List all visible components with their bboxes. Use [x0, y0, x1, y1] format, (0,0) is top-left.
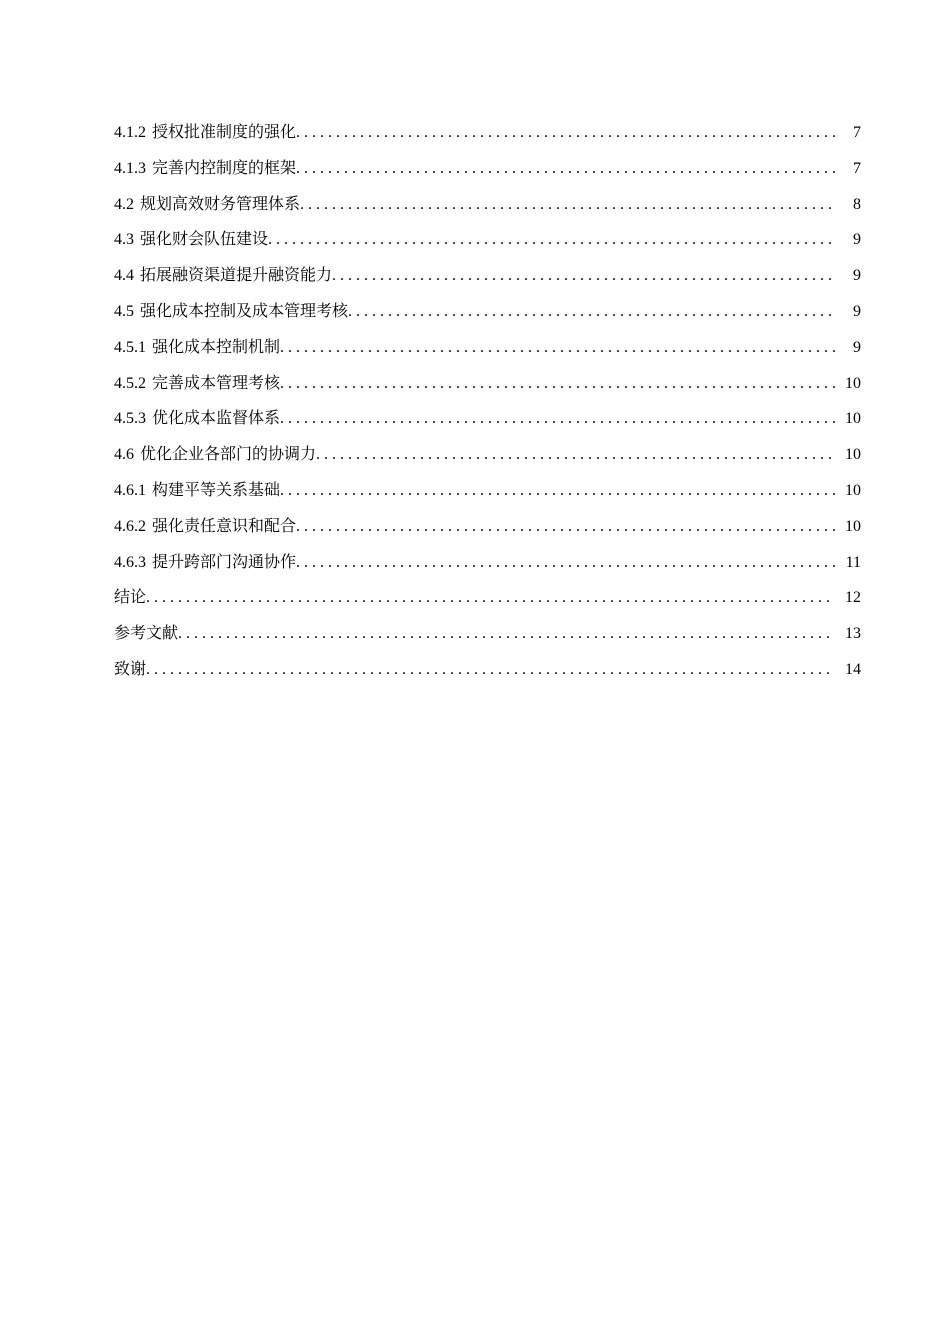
toc-entry-title: [114, 119, 296, 147]
toc-entry-title: [114, 477, 280, 505]
toc-dot-leader: [280, 370, 835, 398]
toc-entry[interactable]: [114, 119, 861, 155]
toc-entry[interactable]: [114, 477, 861, 513]
toc-entry-title: [114, 656, 146, 684]
toc-entry[interactable]: [114, 155, 861, 191]
table-of-contents: [114, 119, 861, 692]
toc-entry[interactable]: [114, 620, 861, 656]
toc-entry-text: 完善内控制度的框架: [152, 159, 297, 177]
toc-page-number: 13: [845, 625, 861, 643]
toc-page-number: 10: [845, 410, 861, 428]
toc-entry-number: 4.5.3: [114, 410, 146, 428]
toc-page-number: 10: [845, 374, 861, 392]
toc-page-number: 7: [853, 124, 861, 141]
toc-entry-text: 优化成本监督体系: [152, 410, 281, 428]
toc-entry[interactable]: [114, 549, 861, 585]
toc-page-number: 9: [853, 302, 861, 320]
toc-entry[interactable]: [114, 334, 861, 370]
toc-entry-title: [114, 513, 296, 541]
toc-entry-title: [114, 155, 296, 183]
toc-dot-leader: [348, 298, 835, 326]
toc-dot-leader: [280, 477, 835, 505]
toc-dot-leader: [296, 513, 835, 541]
toc-dot-leader: [300, 191, 835, 219]
toc-page-number: 9: [853, 267, 861, 285]
toc-entry[interactable]: [114, 584, 861, 620]
toc-entry-text: 拓展融资渠道提升融资能力: [140, 267, 333, 285]
toc-entry-title: [114, 441, 316, 469]
toc-entry-title: [114, 620, 178, 648]
toc-entry[interactable]: [114, 262, 861, 298]
toc-page-number: 11: [845, 553, 861, 571]
toc-entry-number: 4.6: [114, 446, 134, 464]
toc-entry-number: 4.6.3: [114, 553, 146, 571]
toc-dot-leader: [146, 584, 835, 612]
toc-entry-title: [114, 226, 268, 254]
toc-page-number: 10: [845, 481, 861, 499]
toc-entry-title: [114, 549, 296, 577]
toc-page-number: 10: [845, 446, 861, 464]
toc-dot-leader: [296, 155, 835, 183]
toc-page-number: 12: [845, 589, 861, 607]
toc-entry[interactable]: [114, 370, 861, 406]
toc-entry-number: 4.5.1: [114, 338, 146, 356]
toc-entry-title: [114, 298, 348, 326]
toc-entry[interactable]: [114, 405, 861, 441]
toc-entry-text: 结论: [114, 589, 147, 607]
toc-entry[interactable]: [114, 226, 861, 262]
toc-dot-leader: [296, 549, 835, 577]
toc-entry-title: [114, 262, 332, 290]
toc-entry-text: 优化企业各部门的协调力: [140, 446, 317, 464]
toc-page-number: 7: [853, 159, 861, 177]
toc-entry-text: 强化成本控制及成本管理考核: [140, 302, 349, 320]
toc-entry-text: 致谢: [114, 660, 147, 678]
toc-entry-number: 4.5: [114, 302, 134, 320]
toc-dot-leader: [296, 119, 835, 147]
toc-entry-title: [114, 191, 300, 219]
toc-dot-leader: [178, 620, 835, 648]
toc-entry-title: [114, 405, 280, 433]
toc-entry-number: 4.4: [114, 267, 134, 285]
toc-entry-number: 4.3: [114, 231, 134, 249]
toc-entry-text: 完善成本管理考核: [152, 374, 281, 392]
toc-entry[interactable]: [114, 513, 861, 549]
toc-dot-leader: [268, 226, 835, 254]
toc-page-number: 8: [853, 195, 861, 213]
toc-entry-text: 提升跨部门沟通协作: [152, 553, 297, 571]
toc-entry-title: [114, 334, 280, 362]
toc-entry-text: 授权批准制度的强化: [152, 124, 297, 141]
toc-entry-text: 构建平等关系基础: [152, 481, 281, 499]
toc-page-number: 14: [845, 660, 861, 678]
toc-entry[interactable]: [114, 191, 861, 227]
toc-entry-number: 4.6.2: [114, 517, 146, 535]
toc-dot-leader: [146, 656, 835, 684]
toc-entry-number: 4.5.2: [114, 374, 146, 392]
toc-dot-leader: [280, 405, 835, 433]
toc-dot-leader: [316, 441, 835, 469]
toc-entry-text: 规划高效财务管理体系: [140, 195, 301, 213]
toc-entry[interactable]: [114, 298, 861, 334]
toc-entry-title: [114, 370, 280, 398]
toc-page-number: 9: [853, 231, 861, 249]
toc-entry-text: 强化成本控制机制: [152, 338, 281, 356]
toc-page-number: 9: [853, 338, 861, 356]
toc-entry-number: 4.1.2: [114, 124, 146, 141]
toc-page-number: 10: [845, 517, 861, 535]
toc-entry[interactable]: [114, 656, 861, 692]
toc-entry-text: 强化财会队伍建设: [140, 231, 269, 249]
toc-entry-title: [114, 584, 146, 612]
toc-entry-number: 4.6.1: [114, 481, 146, 499]
toc-entry-text: 强化责任意识和配合: [152, 517, 297, 535]
toc-entry-text: 参考文献: [114, 625, 179, 643]
toc-entry-number: 4.2: [114, 195, 134, 213]
toc-dot-leader: [280, 334, 835, 362]
toc-dot-leader: [332, 262, 835, 290]
toc-entry-number: 4.1.3: [114, 159, 146, 177]
toc-entry[interactable]: [114, 441, 861, 477]
